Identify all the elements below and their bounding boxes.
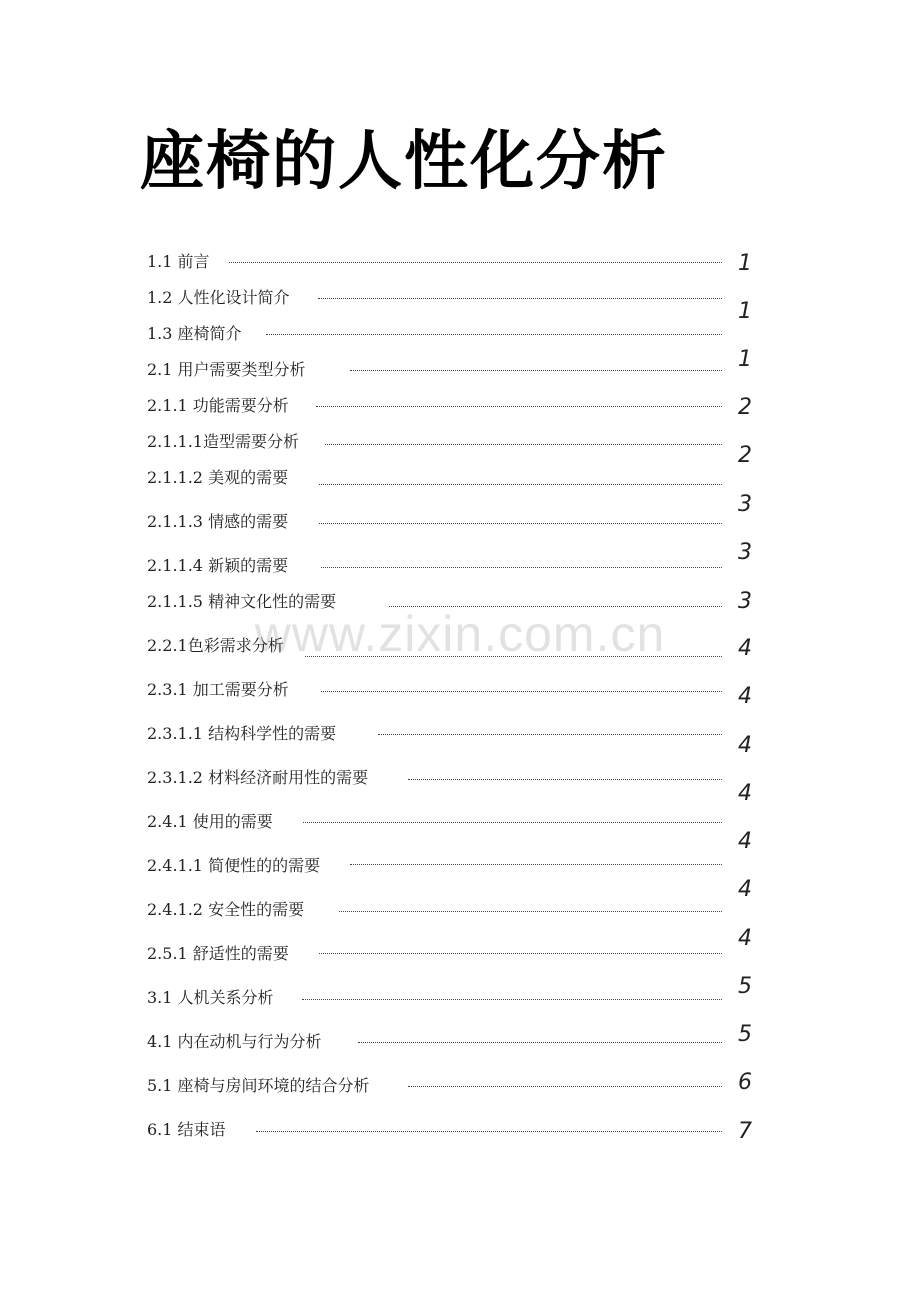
toc-leader bbox=[319, 523, 722, 524]
toc-leader bbox=[321, 567, 722, 568]
toc-page-number: 4 bbox=[738, 684, 752, 709]
toc-entry[interactable]: 2.1.1.1造型需要分析 bbox=[147, 432, 299, 451]
toc-leader bbox=[350, 864, 722, 865]
toc-page-number: 5 bbox=[738, 1022, 752, 1047]
toc-entry[interactable]: 2.2.1色彩需求分析 bbox=[147, 636, 284, 655]
toc-entry[interactable]: 4.1 内在动机与行为分析 bbox=[147, 1032, 322, 1051]
toc-entry[interactable]: 2.3.1.1 结构科学性的需要 bbox=[147, 724, 337, 743]
toc-page-number: 2 bbox=[738, 395, 752, 420]
toc-leader bbox=[321, 691, 722, 692]
toc-entry[interactable]: 2.1.1.4 新颖的需要 bbox=[147, 556, 289, 575]
toc-entry[interactable]: 3.1 人机关系分析 bbox=[147, 988, 274, 1007]
toc-leader bbox=[305, 656, 722, 657]
toc-leader bbox=[389, 606, 722, 607]
toc-leader bbox=[408, 1086, 722, 1087]
toc-entry[interactable]: 2.3.1 加工需要分析 bbox=[147, 680, 289, 699]
toc-entry[interactable]: 2.1.1 功能需要分析 bbox=[147, 396, 289, 415]
document-title: 座椅的人性化分析 bbox=[140, 125, 668, 199]
toc-leader bbox=[318, 298, 722, 299]
toc-entry[interactable]: 2.3.1.2 材料经济耐用性的需要 bbox=[147, 768, 369, 787]
toc-leader bbox=[316, 406, 722, 407]
toc-entry[interactable]: 6.1 结束语 bbox=[147, 1120, 226, 1139]
toc-page-number: 1 bbox=[738, 347, 752, 372]
toc-page-number: 4 bbox=[738, 781, 752, 806]
toc-entry[interactable]: 2.4.1.2 安全性的需要 bbox=[147, 900, 305, 919]
toc-leader bbox=[325, 444, 722, 445]
toc-entry[interactable]: 1.2 人性化设计简介 bbox=[147, 288, 290, 307]
toc-page-number: 4 bbox=[738, 877, 752, 902]
toc-page-number: 1 bbox=[738, 299, 752, 324]
toc-page-number: 3 bbox=[738, 540, 752, 565]
toc-entry[interactable]: 2.1.1.3 情感的需要 bbox=[147, 512, 289, 531]
toc-leader bbox=[319, 484, 722, 485]
toc-page-number: 3 bbox=[738, 589, 752, 614]
toc-entry[interactable]: 2.4.1 使用的需要 bbox=[147, 812, 273, 831]
toc-page-number: 4 bbox=[738, 636, 752, 661]
toc-leader bbox=[378, 734, 722, 735]
toc-page-number: 4 bbox=[738, 733, 752, 758]
toc-entry[interactable]: 2.1 用户需要类型分析 bbox=[147, 360, 306, 379]
toc-leader bbox=[408, 779, 722, 780]
toc-page-number: 5 bbox=[738, 974, 752, 999]
toc-page-number: 4 bbox=[738, 829, 752, 854]
toc-leader bbox=[319, 953, 722, 954]
toc-entry[interactable]: 2.1.1.2 美观的需要 bbox=[147, 468, 289, 487]
toc-page-number: 3 bbox=[738, 492, 752, 517]
toc-leader bbox=[266, 334, 722, 335]
toc-page-number: 4 bbox=[738, 926, 752, 951]
toc-entry[interactable]: 5.1 座椅与房间环境的结合分析 bbox=[147, 1076, 370, 1095]
toc-leader bbox=[339, 911, 722, 912]
toc-entry[interactable]: 2.1.1.5 精神文化性的需要 bbox=[147, 592, 337, 611]
toc-page-number: 7 bbox=[738, 1119, 752, 1144]
toc-page-number: 2 bbox=[738, 443, 752, 468]
toc-entry[interactable]: 2.5.1 舒适性的需要 bbox=[147, 944, 289, 963]
toc-leader bbox=[303, 822, 722, 823]
toc-leader bbox=[350, 370, 722, 371]
toc-entry[interactable]: 1.1 前言 bbox=[147, 252, 210, 271]
toc-leader bbox=[256, 1131, 722, 1132]
watermark-text: www.zixin.com.cn bbox=[254, 606, 666, 662]
toc-leader bbox=[302, 999, 722, 1000]
toc-page-number: 6 bbox=[738, 1070, 752, 1095]
toc-entry[interactable]: 1.3 座椅简介 bbox=[147, 324, 242, 343]
toc-leader bbox=[358, 1042, 722, 1043]
toc-entry[interactable]: 2.4.1.1 简便性的的需要 bbox=[147, 856, 321, 875]
toc-page-number: 1 bbox=[738, 251, 752, 276]
toc-leader bbox=[229, 262, 722, 263]
